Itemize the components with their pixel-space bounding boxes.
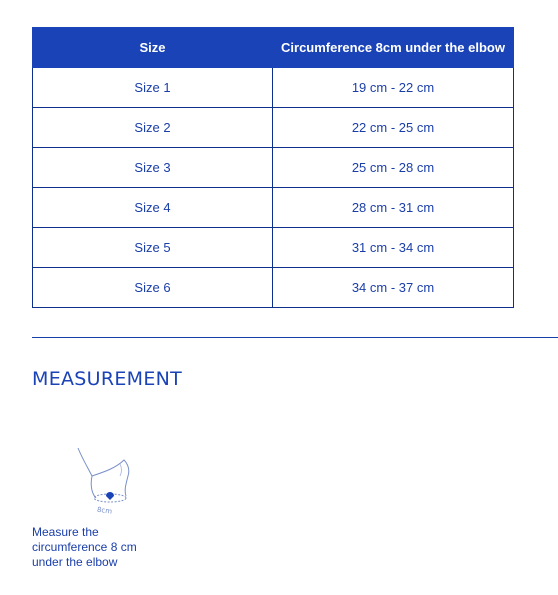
size-cell: Size 1 bbox=[33, 68, 273, 108]
circumference-cell: 22 cm - 25 cm bbox=[273, 108, 514, 148]
size-cell: Size 4 bbox=[33, 188, 273, 228]
size-cell: Size 2 bbox=[33, 108, 273, 148]
measurement-heading: MEASUREMENT bbox=[32, 368, 183, 390]
forearm-outline bbox=[92, 460, 129, 496]
circumference-cell: 28 cm - 31 cm bbox=[273, 188, 514, 228]
size-cell: Size 5 bbox=[33, 228, 273, 268]
measure-point-icon bbox=[106, 492, 114, 500]
circumference-cell: 19 cm - 22 cm bbox=[273, 68, 514, 108]
table-row bbox=[33, 108, 514, 148]
circumference-cell: 34 cm - 37 cm bbox=[273, 268, 514, 308]
elbow-crease bbox=[120, 464, 122, 476]
table-header-row bbox=[33, 28, 514, 68]
circumference-cell: 25 cm - 28 cm bbox=[273, 148, 514, 188]
size-cell: Size 6 bbox=[33, 268, 273, 308]
size-cell: Size 3 bbox=[33, 148, 273, 188]
table-row bbox=[33, 188, 514, 228]
section-divider bbox=[32, 337, 558, 338]
column-header-circumference: Circumference 8cm under the elbow bbox=[273, 28, 514, 68]
measure-distance-label: 8cm bbox=[96, 505, 113, 516]
circumference-cell: 31 cm - 34 cm bbox=[273, 228, 514, 268]
column-header-size: Size bbox=[33, 28, 273, 68]
table-row bbox=[33, 268, 514, 308]
table-row bbox=[33, 228, 514, 268]
table-row bbox=[33, 68, 514, 108]
measurement-caption: Measure the circumference 8 cm under the elbow bbox=[32, 525, 137, 569]
arm-outline bbox=[78, 448, 96, 498]
size-chart-table bbox=[32, 27, 514, 308]
elbow-measurement-illustration bbox=[70, 442, 136, 518]
table-row bbox=[33, 148, 514, 188]
